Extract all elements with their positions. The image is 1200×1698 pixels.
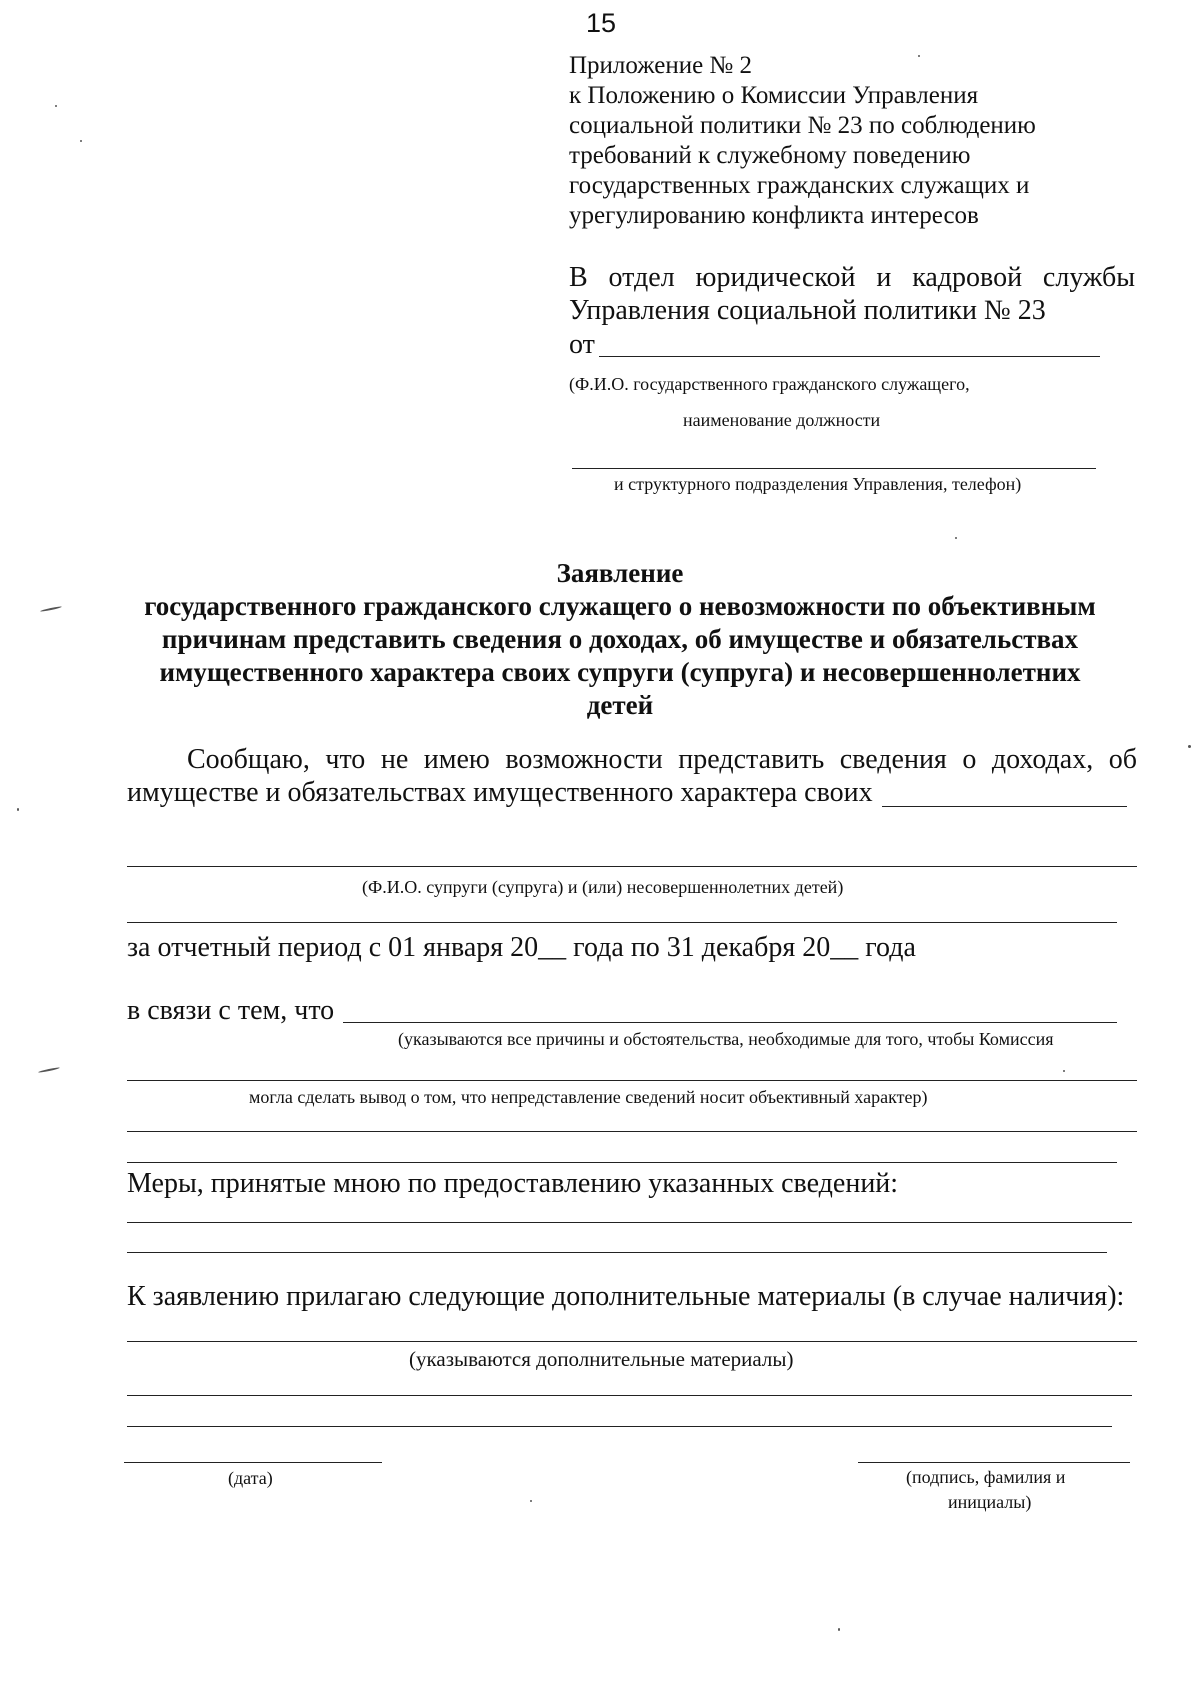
scan-mark	[55, 105, 57, 107]
signature-field[interactable]	[858, 1462, 1130, 1463]
scan-mark	[1063, 1070, 1065, 1072]
hint-spouse: (Ф.И.О. супруги (супруга) и (или) несовершеннолетних детей)	[362, 877, 844, 897]
from-name-field[interactable]	[599, 356, 1100, 357]
reason-field-4[interactable]	[127, 1162, 1117, 1163]
hint-reason-2: могла сделать вывод о том, что непредставление сведений носит объективный характер)	[249, 1087, 928, 1107]
paragraph-line-2: имуществе и обязательствах имущественного характера своих	[127, 777, 873, 808]
recipient-hint-1: (Ф.И.О. государственного гражданского служащего,	[569, 374, 970, 394]
recipient-hint-3: и структурного подразделения Управления, телефон)	[614, 474, 1022, 494]
reason-field-2[interactable]	[127, 1080, 1137, 1081]
recipient-line-2: Управления социальной политики № 23	[569, 295, 1046, 326]
scan-mark	[955, 537, 957, 539]
scan-mark	[1188, 745, 1191, 748]
signature-label-1: (подпись, фамилия и	[906, 1467, 1066, 1487]
measures-field-1[interactable]	[127, 1222, 1132, 1223]
measures-field-2[interactable]	[127, 1252, 1107, 1253]
scan-mark	[38, 1067, 60, 1074]
scan-mark	[530, 1500, 532, 1502]
scan-mark	[838, 1628, 840, 1631]
page-number: 15	[586, 8, 617, 38]
spouse-name-field-inline[interactable]	[882, 806, 1127, 807]
reason-field-3[interactable]	[127, 1131, 1137, 1132]
scan-mark	[17, 808, 19, 811]
measures-label: Меры, принятые мною по предоставлению указанных сведений:	[127, 1168, 899, 1199]
annex-line-6: урегулированию конфликта интересов	[569, 202, 979, 229]
document-title: Заявление	[556, 558, 684, 588]
annex-line-3: социальной политики № 23 по соблюдению	[569, 112, 1036, 139]
scan-mark	[40, 606, 62, 613]
title-line-5: детей	[586, 690, 654, 720]
attachments-field-3[interactable]	[127, 1426, 1112, 1427]
from-label: от	[569, 329, 595, 360]
annex-line-1: Приложение № 2	[569, 52, 753, 79]
paragraph-line-1: Сообщаю, что не имею возможности представить сведения о доходах, об	[187, 744, 1137, 775]
annex-line-2: к Положению о Комиссии Управления	[569, 82, 979, 109]
title-line-3: причинам представить сведения о доходах, об имуществе и обязательствах	[161, 624, 1079, 654]
recipient-line-1: В отдел юридической и кадровой службы	[569, 262, 1135, 293]
attachments-field-1[interactable]	[127, 1341, 1137, 1342]
date-label: (дата)	[228, 1468, 273, 1488]
reason-field[interactable]	[343, 1022, 1117, 1023]
annex-line-4: требований к служебному поведению	[569, 142, 971, 169]
spouse-name-field-2[interactable]	[127, 922, 1117, 923]
spouse-name-field[interactable]	[127, 866, 1137, 867]
date-field[interactable]	[124, 1462, 382, 1463]
period-line: за отчетный период с 01 января 20__ года по 31 декабря 20__ года	[127, 932, 916, 963]
scan-mark	[80, 140, 82, 142]
attachments-field-2[interactable]	[127, 1395, 1132, 1396]
position-field[interactable]	[572, 468, 1096, 469]
attachments-label: К заявлению прилагаю следующие дополнительные материалы (в случае наличия):	[127, 1281, 1125, 1312]
annex-line-5: государственных гражданских служащих и	[569, 172, 1030, 199]
recipient-hint-2: наименование должности	[683, 410, 881, 430]
reason-label: в связи с тем, что	[127, 995, 335, 1026]
title-line-2: государственного гражданского служащего о невозможности по объективным	[144, 591, 1096, 621]
title-line-4: имущественного характера своих супруги (супруга) и несовершеннолетних	[159, 657, 1081, 687]
hint-reason-1: (указываются все причины и обстоятельства, необходимые для того, чтобы Комиссия	[398, 1029, 1054, 1049]
hint-attachments: (указываются дополнительные материалы)	[409, 1347, 794, 1371]
signature-label-2: инициалы)	[948, 1492, 1032, 1512]
scan-mark	[918, 55, 920, 57]
